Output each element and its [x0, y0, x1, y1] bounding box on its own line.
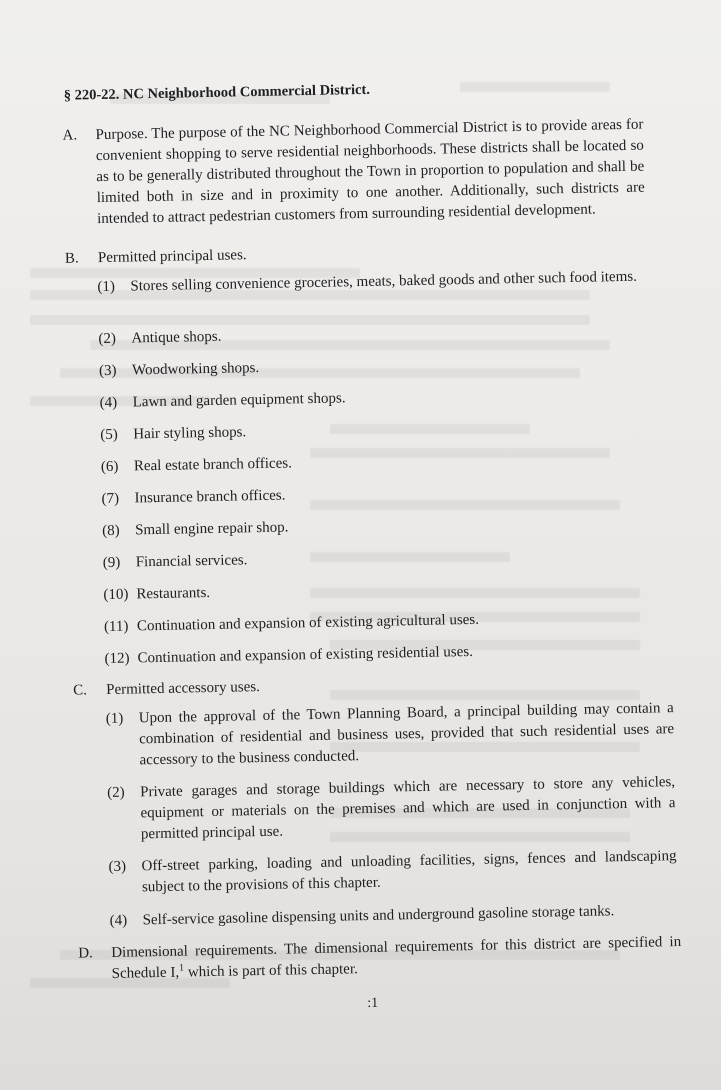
section-c-letter: C.	[73, 682, 88, 699]
item-number: (9)	[102, 554, 121, 572]
item-text: Stores selling convenience groceries, meats, baked goods and other such food items.	[130, 268, 638, 295]
section-a-purpose	[62, 115, 645, 228]
item-number: (6)	[100, 458, 119, 476]
item-number: (3)	[98, 362, 117, 380]
item-number: (10)	[103, 586, 129, 604]
list-item-c2	[107, 772, 676, 843]
item-text: Continuation and expansion of existing residential uses.	[137, 643, 474, 667]
section-d-dimensional	[78, 932, 682, 982]
item-text: Lawn and garden equipment shops.	[132, 390, 346, 411]
item-text: Insurance branch offices.	[134, 487, 286, 507]
section-b-text: Permitted principal uses.	[97, 247, 247, 267]
item-number: (4)	[99, 394, 118, 412]
item-number: (5)	[100, 426, 118, 444]
list-item-b1	[97, 266, 663, 296]
list-item-b12	[104, 638, 670, 668]
item-text: Self-service gasoline dispensing units and underground gasoline storage tanks.	[142, 903, 615, 929]
section-a-text: Purpose. The purpose of the NC Neighborhood Commercial District is to provide areas for convenient shopping to serve residential neighborhoods. These districts shall be located so as to be generally distributed throughout the Town in proportion to population and shall be limited both in size and in proximity to one another. Additionally, such districts are intended to attract pedestrian customers from surrounding residential development.	[95, 116, 645, 228]
item-text: Hair styling shops.	[133, 424, 247, 443]
list-item-b8	[101, 510, 668, 540]
item-number: (8)	[101, 522, 120, 540]
list-item-b9	[102, 542, 669, 572]
list-item-b10	[103, 574, 669, 604]
page-number: :1	[367, 995, 379, 1012]
item-text: Antique shops.	[131, 328, 222, 347]
section-a-letter: A.	[62, 127, 78, 144]
item-text: Upon the approval of the Town Planning Board, a principal building may contain a combination of residential and business uses, provided that such residential uses are accessory to the business conducted.	[138, 700, 675, 769]
item-number: (7)	[101, 490, 120, 508]
section-d-text	[111, 932, 682, 985]
list-item-b5	[100, 414, 666, 444]
item-number: (4)	[109, 912, 128, 929]
section-c-text: Permitted accessory uses.	[106, 679, 261, 699]
section-d-letter: D.	[78, 945, 93, 962]
item-text: Off-street parking, loading and unloading facilities, signs, fences and landscaping subject to the provisions of this chapter.	[141, 848, 677, 896]
list-item-b4	[99, 382, 665, 412]
item-number: (11)	[103, 618, 129, 636]
item-number: (2)	[98, 330, 117, 348]
list-item-b3	[98, 350, 665, 380]
section-b-letter: B.	[64, 250, 79, 267]
item-text: Financial services.	[135, 552, 248, 571]
list-item-b6	[100, 446, 667, 476]
item-number: (1)	[105, 710, 124, 728]
section-b-heading	[64, 238, 645, 267]
list-item-b7	[101, 478, 667, 508]
footnote-ref: 1	[178, 962, 185, 974]
item-text: Restaurants.	[136, 584, 211, 603]
list-item-c3	[108, 846, 677, 896]
item-text: Continuation and expansion of existing agricultural uses.	[136, 611, 480, 635]
list-item-c4	[109, 900, 675, 929]
item-text: Real estate branch offices.	[133, 455, 293, 475]
list-item-b2	[98, 318, 664, 348]
item-number: (3)	[108, 858, 127, 875]
item-number: (1)	[97, 278, 116, 296]
item-text: Private garages and storage buildings which are necessary to store any vehicles, equipment or materials on the premises and which are used in conjunction with a permitted principal use.	[140, 774, 676, 843]
item-text: Woodworking shops.	[131, 360, 260, 379]
item-number: (12)	[104, 650, 130, 668]
section-title: § 220-22. NC Neighborhood Commercial District.	[63, 81, 371, 104]
list-item-b11	[103, 606, 670, 636]
list-item-c1	[105, 698, 675, 769]
section-d-text-after: which is part of this chapter.	[183, 961, 358, 981]
section-c-heading	[73, 670, 653, 699]
item-text: Small engine repair shop.	[134, 519, 289, 539]
item-number: (2)	[107, 784, 125, 802]
section-d-text-before: Dimensional requirements. The dimensional requirements for this district are specified in Schedule I,	[111, 934, 682, 982]
